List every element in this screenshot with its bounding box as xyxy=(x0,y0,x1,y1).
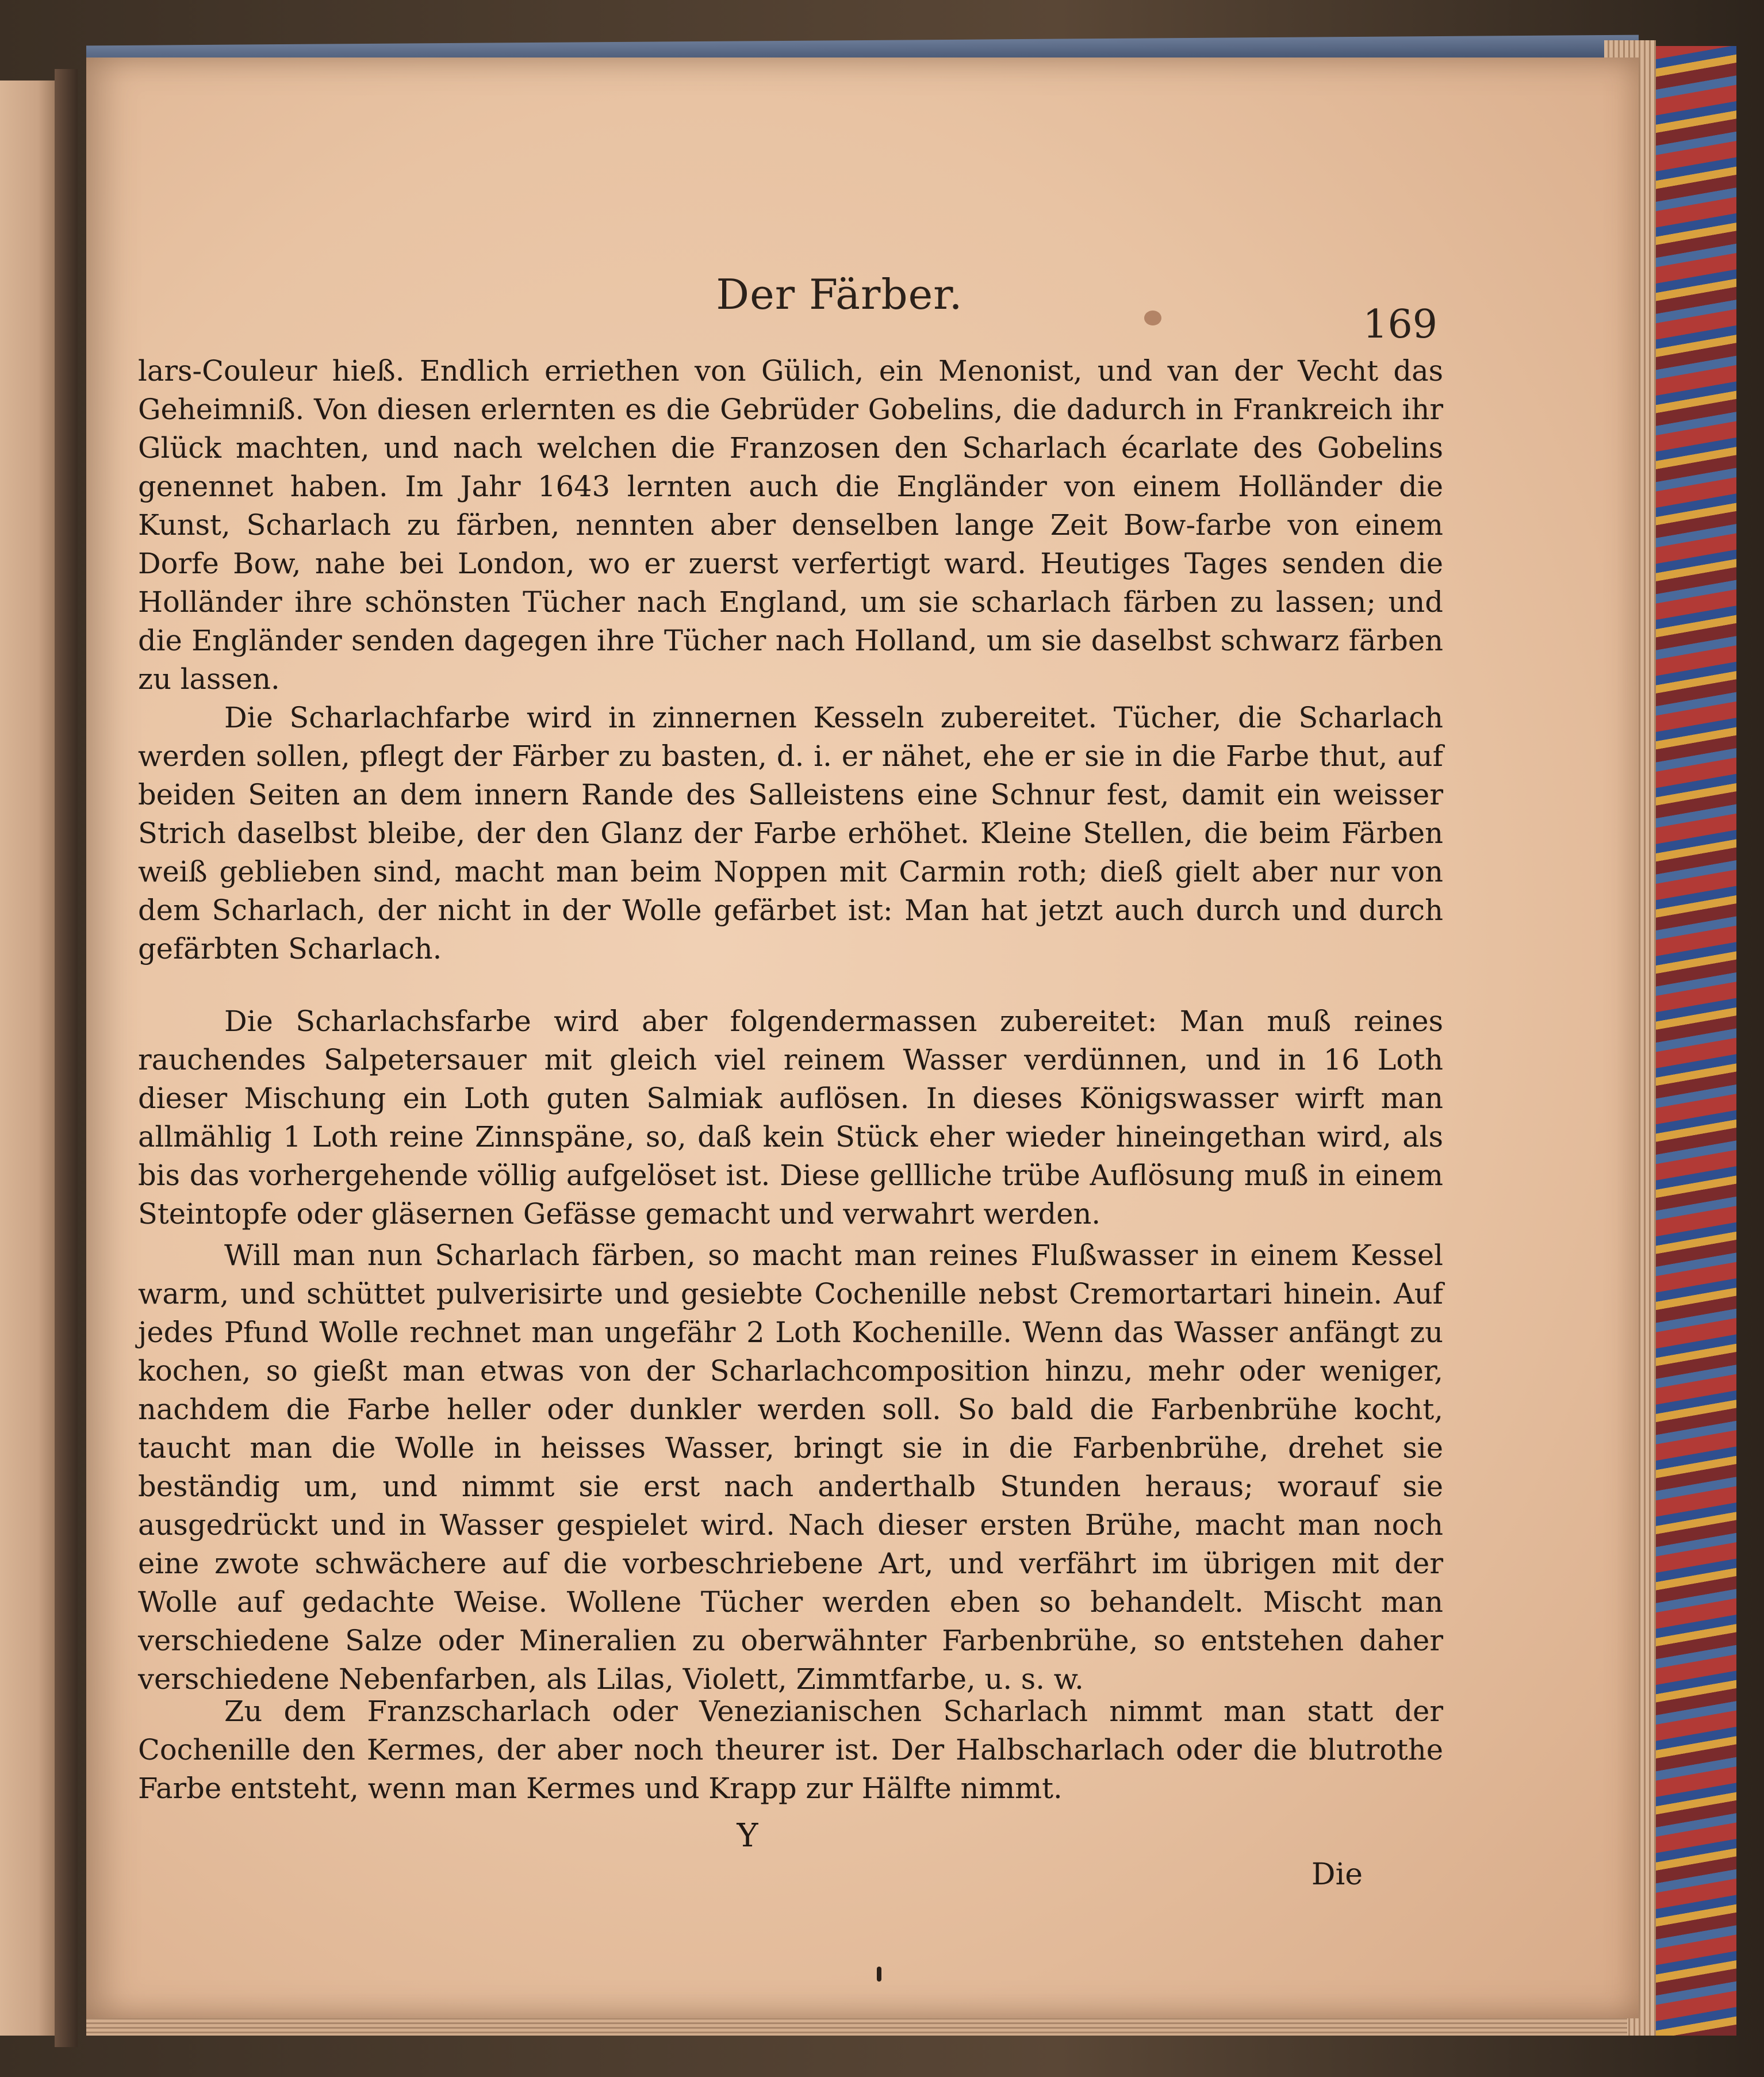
ink-dot xyxy=(877,1967,881,1982)
page-number: 169 xyxy=(1363,302,1437,347)
catchword: Die xyxy=(1311,1857,1363,1892)
ink-stain xyxy=(1144,311,1161,325)
paragraph-4: Will man nun Scharlach färben, so macht man reines Flußwasser in einem Kessel warm, und schüttet pulverisirte und gesiebte Cochenille nebst Cremortartari hinein. Auf jedes Pfund Wolle rechnet man ungefähr 2 Loth Kochenille. Wenn das Wasser anfängt zu kochen, so gießt man etwas von der Scharlachcomposition hinzu, mehr oder weniger, nachdem die Farbe heller oder dunkler werden soll. So bald die Farbenbrühe kocht, taucht man die Wolle in heisses Wasser, bringt sie in die Farbenbrühe, drehet sie beständig um, und nimmt sie erst nach anderthalb Stunden heraus; worauf sie ausgedrückt und in Wasser gespielet wird. Nach dieser ersten Brühe, macht man noch eine zwote schwächere auf die vorbeschriebene Art, und verfährt im übrigen mit der Wolle auf gedachte Weise. Wollene Tücher werden eben so behandelt. Mischt man verschiedene Salze oder Mineralien zu oberwähnter Farbenbrühe, so entstehen daher verschiedene Nebenfarben, als Lilas, Violett, Zimmtfarbe, u. s. w. xyxy=(138,1239,1443,1696)
paragraph-5: Zu dem Franzscharlach oder Venezianischen Scharlach nimmt man statt der Cochenille den Kermes, der aber noch theurer ist. Der Halbscharlach oder die blutrothe Farbe entsteht, wenn man Kermes und Krapp zur Hälfte nimmt. xyxy=(138,1695,1443,1805)
book-gutter xyxy=(55,69,78,2047)
paragraph-3: Die Scharlachsfarbe wird aber folgendermassen zubereitet: Man muß reines rauchendes Salpetersauer mit gleich viel reinem Wasser verdünnen, und in 16 Loth dieser Mischung ein Loth guten Salmiak auflösen. In dieses Königswasser wirft man allmählig 1 Loth reine Zinnspäne, so, daß kein Stück eher wieder hineingethan wird, als bis das vorhergehende völlig aufgelöset ist. Diese gellliche trübe Auflösung muß in einem Steintopfe oder gläsernen Gefässe gemacht und verwahrt werden. xyxy=(138,1005,1443,1231)
paragraph-2: Die Scharlachfarbe wird in zinnernen Kesseln zubereitet. Tücher, die Scharlach werden sollen, pflegt der Färber zu basten, d. i. er nähet, ehe er sie in die Farbe thut, auf beiden Seiten an dem innern Rande des Salleistens eine Schnur fest, damit ein weisser Strich daselbst bleibe, der den Glanz der Farbe erhöhet. Kleine Stellen, die beim Färben weiß geblieben sind, macht man beim Noppen mit Carmin roth; dieß gielt aber nur von dem Scharlach, der nicht in der Wolle gefärbet ist: Man hat jetzt auch durch und durch gefärbten Scharlach. xyxy=(138,701,1443,965)
paragraph-1: lars-Couleur hieß. Endlich erriethen von Gülich, ein Menonist, und van der Vecht das Geheimniß. Von diesen erlernten es die Gebrüder Gobelins, die dadurch in Frankreich ihr Glück machten, und nach welchen die Franzosen den Scharlach écarlate des Gobelins genennet haben. Im Jahr 1643 lernten auch die Engländer von einem Holländer die Kunst, Scharlach zu färben, nennten aber denselben lange Zeit Bow-farbe von einem Dorfe Bow, nahe bei London, wo er zuerst verfertigt ward. Heutiges Tages senden die Holländer ihre schönsten Tücher nach England, um sie scharlach färben zu lassen; und die Engländer senden dagegen ihre Tücher nach Holland, um sie daselbst schwarz färben zu lassen. xyxy=(138,354,1443,696)
signature-mark: Y xyxy=(737,1817,758,1854)
running-head: Der Färber. xyxy=(716,270,963,319)
left-page-edge xyxy=(0,81,63,2036)
